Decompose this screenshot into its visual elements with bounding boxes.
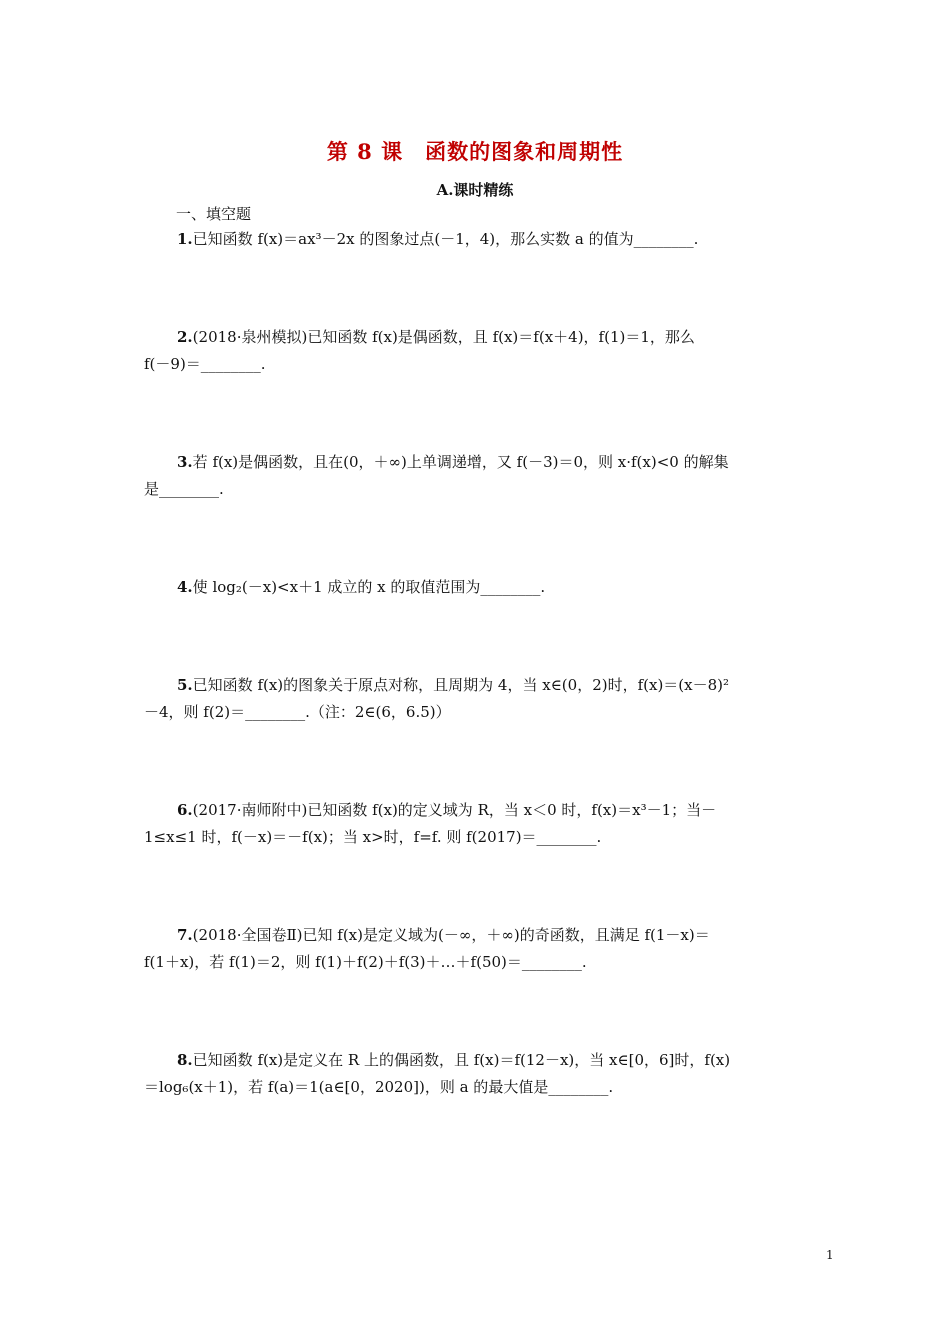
question-number: 1.: [177, 230, 193, 248]
question-text: 若 f(x)是偶函数，且在(0，＋∞)上单调递增，又 f(－3)＝0，则 x·f(x)<0 的解集: [192, 453, 729, 471]
question-number: 4.: [177, 578, 193, 596]
question-number: 8.: [177, 1051, 193, 1069]
question-text: 已知函数 f(x)的图象关于原点对称，且周期为 4，当 x∈(0，2)时，f(x)＝(x－8)²: [192, 676, 730, 694]
question-5: [144, 672, 810, 726]
page-number: 1: [826, 1248, 834, 1262]
question-text: (2017·南师附中)已知函数 f(x)的定义域为 R，当 x＜0 时，f(x)＝x³－1；当－: [192, 801, 717, 819]
question-number: 3.: [177, 453, 193, 471]
question-text: 已知函数 f(x)是定义在 R 上的偶函数，且 f(x)＝f(12－x)，当 x∈[0，6]时，f(x): [192, 1051, 731, 1069]
question-text: (2018·全国卷Ⅱ)已知 f(x)是定义域为(－∞，＋∞)的奇函数，且满足 f(1－x)＝: [192, 926, 710, 944]
question-text: 使 log₂(－x)<x＋1 成立的 x 的取值范围为________.: [192, 578, 546, 596]
question-7: [144, 922, 810, 976]
question-8: [144, 1047, 810, 1101]
section-heading: 一、填空题: [176, 205, 252, 223]
question-text-continued: －4，则 f(2)＝________.（注：2∈(6，6.5)）: [144, 703, 451, 721]
question-text-continued: 1≤x≤1 时，f(－x)＝－f(x)；当 x>时，f=f. 则 f(2017)＝________.: [144, 828, 602, 846]
question-number: 5.: [177, 676, 193, 694]
question-number: 2.: [177, 328, 193, 346]
question-6: [144, 797, 810, 851]
lesson-title: 第 8 课 函数的图象和周期性: [326, 139, 624, 164]
exercise-subtitle: A.课时精练: [436, 181, 514, 199]
question-text-continued: f(－9)＝________.: [144, 355, 266, 373]
question-text-continued: f(1＋x)，若 f(1)＝2，则 f(1)＋f(2)＋f(3)＋…＋f(50)＝________.: [144, 953, 587, 971]
question-text: 已知函数 f(x)＝ax³－2x 的图象过点(－1，4)，那么实数 a 的值为________.: [192, 230, 699, 248]
question-number: 6.: [177, 801, 193, 819]
question-text-continued: ＝log₆(x＋1)，若 f(a)＝1(a∈[0，2020])，则 a 的最大值是________.: [144, 1078, 614, 1096]
question-4: [144, 574, 810, 601]
question-3: [144, 449, 810, 503]
question-2: [144, 324, 810, 378]
question-1: [144, 226, 810, 253]
question-text: (2018·泉州模拟)已知函数 f(x)是偶函数，且 f(x)＝f(x＋4)，f(1)＝1，那么: [192, 328, 695, 346]
question-number: 7.: [177, 926, 193, 944]
question-text-continued: 是________.: [144, 480, 224, 498]
